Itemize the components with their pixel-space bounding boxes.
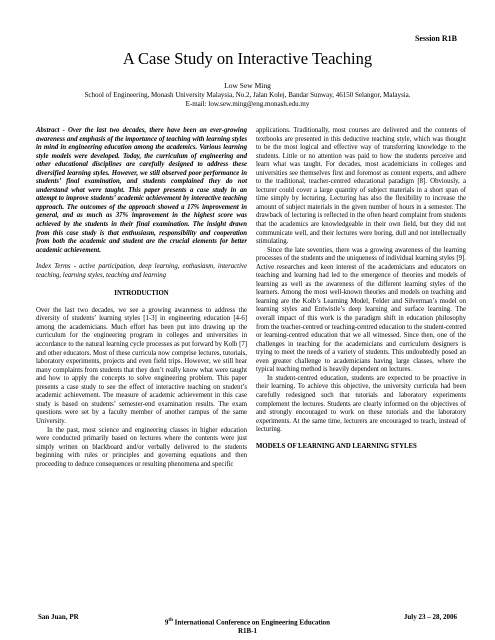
session-label: Session R1B xyxy=(414,34,457,43)
body-paragraph-3: In student-centred education, students are expected to be proactive in their learning. To achieve this objective, the university curricula had been carefully redesigned such that tutorials and laboratory experiments complement the lectures. Students are clearly informed on the objectives of and strongly encouraged to work on these tutorials and the laboratory experiments. At the same time, lecturers are encouraged to teach, instead of lecturing. xyxy=(256,374,466,434)
page-number: R1B-1 xyxy=(237,627,258,635)
author-affiliation: School of Engineering, Monash University Malaysia, No.2, Jalan Kolej, Bandar Sunway, 46150 Selangor, Malaysia. xyxy=(84,91,411,99)
abstract: Abstract - Over the last two decades, there have been an ever-growing awareness and emphasis of the importance of teaching with learning styles in mind in engineering education among the academics. Various learning style models were developed. Today, the curriculum of engineering and other educational disciplines are carefully designed to address these diversified learning styles. However, we still observed poor performance in students’ final examination, and students complained they do not understand what were taught. This paper presents a case study in an attempt to improve students’ academic achievement by interactive teaching approach. The outcomes of the approach showed a 17% improvement in general, and as much as 37% improvement in the highest score was achieved by the students in their final examination. The insight drawn from this case study is that enthusiasm, responsibility and cooperation from both the academic and student are the crucial elements for better academic achievement. xyxy=(36,127,247,254)
footer-location: San Juan, PR xyxy=(38,613,79,621)
footer-dates: July 23 – 28, 2006 xyxy=(403,613,457,621)
right-column xyxy=(256,127,466,451)
footer-conference xyxy=(0,616,495,627)
body-paragraph-1: applications. Traditionally, most courses are delivered and the contents of textbooks are presented in this deductive teaching style, which was thought to be the most logical and effective way of transferring knowledge to the students. Little or no attention was paid to how the students perceive and learn what was taught. For decades, most academicians in colleges and universities see themselves first and foremost as content experts, and adhere to the traditional, teacher-centred educational paradigm [8]. Obviously, a lecturer could cover a large quantity of subject materials in a short span of time simply by lecturing. Lecturing has also the flexibility to increase the amount of subject materials in the given number of hours in a semester. The drawback of lecturing is reflected in the often heard complaint from students that the academics are knowledgeable in their own field, but they did not communicate well, and their lectures were boring, dull and not intellectually stimulating. xyxy=(256,127,466,246)
introduction-paragraph-1: Over the last two decades, we see a growing awareness to address the diversity of students’ learning styles [1-3] in engineering education [4-6] among the academicians. Much effort has been put into drawing up the curriculum for the engineering program in colleges and universities in accordance to the natural learning cycle processes as put forward by Kolb [7] and other educators. Most of these curricula now comprise lectures, tutorials, laboratory experiments, projects and even field trips. However, we still hear many complaints from students that they don’t really know what were taught and how to apply the concepts to solve engineering problem. This paper presents a case study to see the effect of interactive teaching on student’s academic achievement. The measure of academic achievement in this case study is based on students’ semester-end examination results. The exam questions were set by a faculty member of another campus of the same University. xyxy=(36,306,247,425)
left-column xyxy=(36,127,247,469)
body-paragraph-2: Since the late seventies, there was a growing awareness of the learning processes of the students and the uniqueness of individual learning styles [9]. Active researches and keen interest of the academicians and educators on teaching and learning had led to the emergence of theories and models of learning as well as the awareness of the different learning styles of the learners. Among the most well-known theories and models on teaching and learning are the Kolb’s Learning Model, Felder and Silverman’s model on learning styles and Entwistle’s deep learning and surface learning. The overall impact of this work is the paradigm shift in education philosophy from the teacher-centred or teaching-centred education to the student-centred or learning-centred education that we all witnessed. Since then, one of the challenges in teaching for the academicians and curriculum designers is trying to meet the needs of a variety of students. This undoubtedly posed an even greater challenge to academicians having large classes, where the typical teaching method is heavily dependent on lectures. xyxy=(256,246,466,374)
introduction-heading: INTRODUCTION xyxy=(114,290,169,298)
introduction-paragraph-2: In the past, most science and engineering classes in higher education were conducted primarily based on lectures where the contents were just simply written on blackboard and/or verbally delivered to the students beginning with rules or principles and governing equations and then proceeding to deduce consequences or resulting phenomena and specific xyxy=(36,426,247,468)
models-heading: MODELS OF LEARNING AND LEARNING STYLES xyxy=(256,442,417,450)
conference-ordinal: 9 xyxy=(164,618,169,627)
author-name: Low Sew Ming xyxy=(224,81,271,90)
index-terms: Index Terms - active participation, deep learning, enthusiasm, interactive teaching, learning styles, teaching and learning xyxy=(36,263,247,279)
conference-ordinal-suffix: th xyxy=(168,618,173,623)
author-email[interactable]: E-mail: low.sew.ming@eng.monash.edu.my xyxy=(185,100,310,108)
conference-name: International Conference on Engineering Education xyxy=(172,618,331,627)
paper-title: A Case Study on Interactive Teaching xyxy=(122,49,373,68)
